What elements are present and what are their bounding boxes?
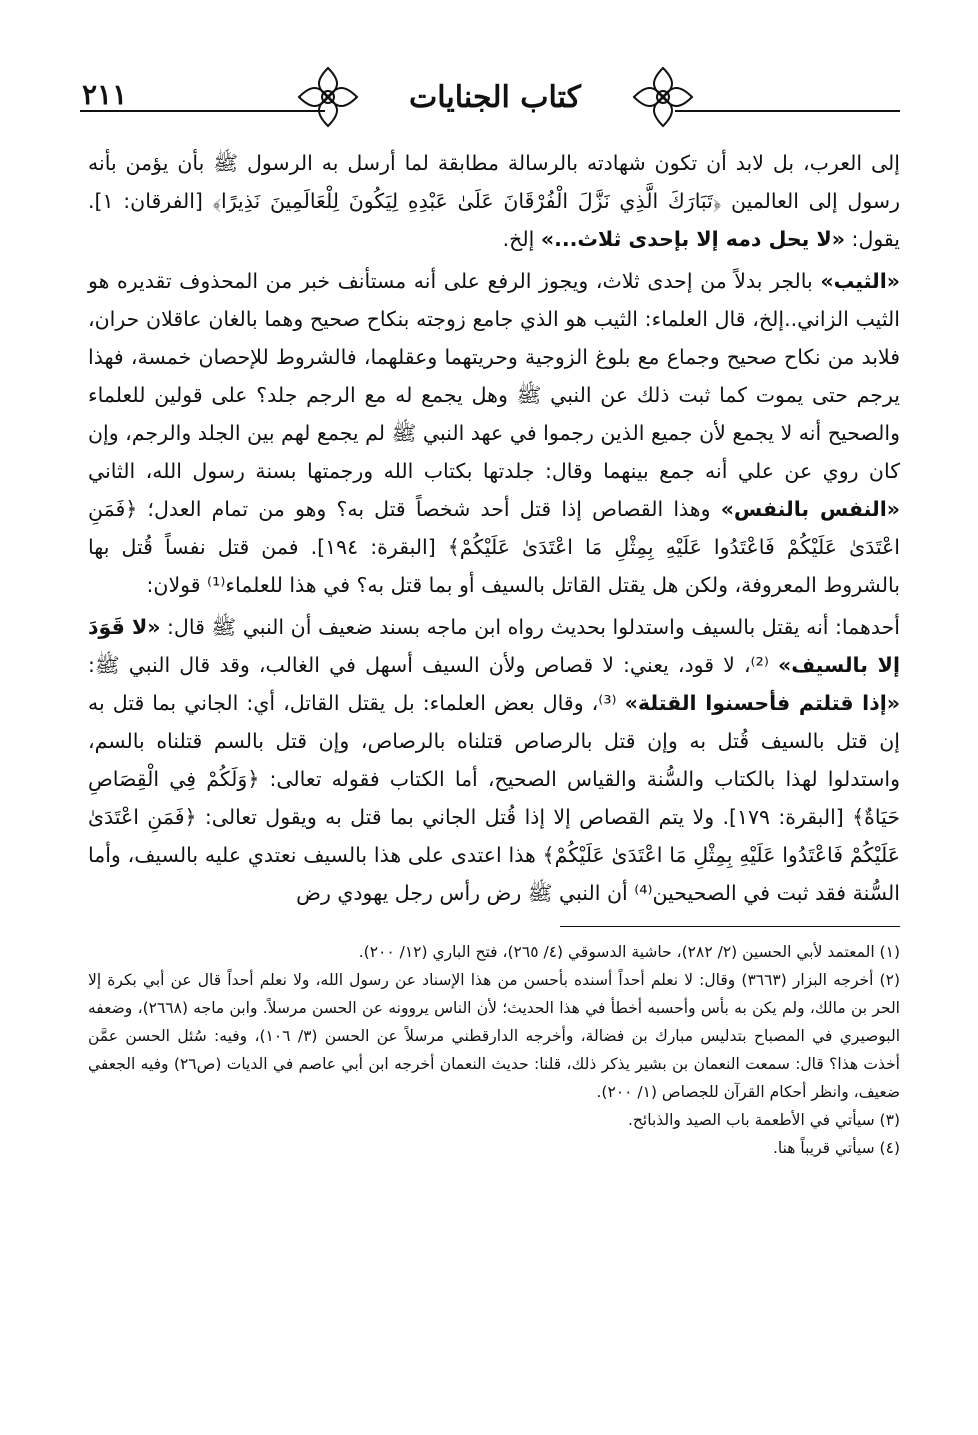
- footnote-separator: [560, 926, 900, 927]
- text-run: وهذا القصاص إذا قتل أحد شخصاً قتل به؟ وهو من تمام العدل؛ ﴿فَمَنِ اعْتَدَىٰ عَلَيْكُمْ فَاعْتَدُوا عَلَيْهِ بِمِثْلِ مَا اعْتَدَىٰ عَلَيْكُمْ﴾ [البقرة: ١٩٤]. فمن قتل نفساً قُتل بها بالشروط المعروفة، ولكن هل يقتل القاتل بالسيف أو بما قتل به؟ في هذا للعلماء⁽¹⁾ قولان:: [88, 497, 900, 597]
- ornament-left-icon: [295, 64, 361, 130]
- footnote-4: (٤) سيأتي قريباً هنا.: [772, 1139, 900, 1157]
- text-run: أحدهما: أنه يقتل بالسيف واستدلوا بحديث رواه ابن ماجه بسند ضعيف أن النبي ﷺ قال:: [167, 615, 900, 639]
- footnote-1: (١) المعتمد لأبي الحسين (٢/ ٢٨٢)، حاشية الدسوقي (٤/ ٢٦٥)، فتح الباري (١٢/ ٢٠٠).: [358, 943, 900, 961]
- hadith-quote: «النفس بالنفس»: [720, 497, 900, 521]
- text-run: بالجر بدلاً من إحدى ثلاث، ويجوز الرفع على أنه مستأنف خبر من المحذوف تقديره هو الثيب الزاني..إلخ، قال العلماء: الثيب هو الذي جامع زوجته بنكاح صحيح وهما بالغان عاقلان حران، فلابد من نكاح صحيح وجماع مع بلوغ الزوجية وحريتهما وعقلهما، فالشروط للإحصان خمسة، فهذا يرجم حتى يموت كما ثبت ذلك عن النبي ﷺ وهل يجمع له مع الرجم جلد؟ على قولين للعلماء والصحيح أنه لا يجمع لأن جميع الذين رجموا في عهد النبي ﷺ لم يجمع لهم بين الجلد والرجم، وإن كان روي عن علي أنه جمع بينهما وقال: جلدتها بكتاب الله ورجمتها بسنة رسول الله، الثاني: [88, 269, 900, 483]
- page-header: [70, 62, 910, 134]
- hadith-quote: «إذا قتلتم فأحسنوا القتلة»: [624, 691, 900, 715]
- text-run: إلى العرب، بل لابد أن تكون شهادته بالرسالة مطابقة لما أرسل به الرسول ﷺ بأن يؤمن بأنه رسول إلى العالمين ﴿تَبَارَكَ الَّذِي نَزَّلَ الْفُرْقَانَ عَلَىٰ عَبْدِهِ لِيَكُونَ لِلْعَالَمِينَ نَذِيرًا﴾ [الفرقان: ١]. يقول:: [88, 151, 900, 251]
- title-frame: [360, 78, 630, 124]
- ornament-right-icon: [630, 64, 696, 130]
- text-run: إلخ.: [502, 227, 535, 251]
- main-text: [88, 144, 900, 912]
- footnotes: [88, 938, 900, 1162]
- hadith-quote: «لا يحل دمه إلا بإحدى ثلاث...»: [540, 227, 845, 251]
- text-run: ⁽³⁾، وقال بعض العلماء: بل يقتل القاتل، أي: الجاني بما قتل به إن قتل بالسيف قُتل به وإن قتل بالرصاص قتلناه بالرصاص، وإن قتل بالسم قتلناه بالسم، واستدلوا لهذا بالكتاب والسُّنة والقياس الصحيح، أما الكتاب فقوله تعالى: ﴿وَلَكُمْ فِي الْقِصَاصِ حَيَاةٌ﴾ [البقرة: ١٧٩]. ولا يتم القصاص إلا إذا قُتل الجاني بما قتل به ويقول تعالى: ﴿فَمَنِ اعْتَدَىٰ عَلَيْكُمْ فَاعْتَدُوا عَلَيْهِ بِمِثْلِ مَا اعْتَدَىٰ عَلَيْكُمْ﴾ هذا اعتدى على هذا بالسيف نعتدي عليه بالسيف، وأما السُّنة فقد ثبت في الصحيحين⁽⁴⁾ أن النبي ﷺ رض رأس رجل يهودي رض: [88, 691, 900, 905]
- footnote-2: (٢) أخرجه البزار (٣٦٦٣) وقال: لا نعلم أحداً أسنده بأحسن من هذا الإسناد عن رسول الله، ولا نعلم أحداً قال عن أبي بكرة إلا الحر بن مالك، ولم يكن به بأس وأحسبه أخطأ في هذا الحديث؛ لأن الناس يروونه عن الحسن مرسلاً. وابن ماجه (٢٦٦٨)، وضعفه البوصيري في المصباح بتدليس مبارك بن فضالة، وأخرجه الدارقطني مرسلاً عن الحسن (٣/ ١٠٦)، وفيه: سُئل الحسن عمَّن أخذت هذا؟ قال: سمعت النعمان بن بشير يذكر ذلك، قلنا: حديث النعمان أخرجه ابن أبي عاصم في الديات (ص٢٦) وفيه الجعفي ضعيف، وانظر أحكام القرآن للجصاص (١/ ٢٠٠).: [88, 971, 900, 1101]
- header-rule-left: [80, 110, 325, 112]
- paragraph: [88, 144, 900, 258]
- hadith-quote: «الثيب»: [820, 269, 900, 293]
- header-rule-right: [675, 110, 900, 112]
- paragraph: [88, 608, 900, 912]
- footnote-3: (٣) سيأتي في الأطعمة باب الصيد والذبائح.: [627, 1111, 900, 1129]
- hadith-quote: «لا قَوَدَ إلا بالسيف»: [88, 615, 900, 677]
- page-title: كتاب الجنايات: [409, 80, 581, 115]
- text-run: ⁽²⁾، لا قود، يعني: لا قصاص ولأن السيف أسهل في الغالب، وقد قال النبي ﷺ:: [88, 653, 769, 677]
- page-number: ٢١١: [82, 78, 128, 111]
- paragraph: [88, 262, 900, 604]
